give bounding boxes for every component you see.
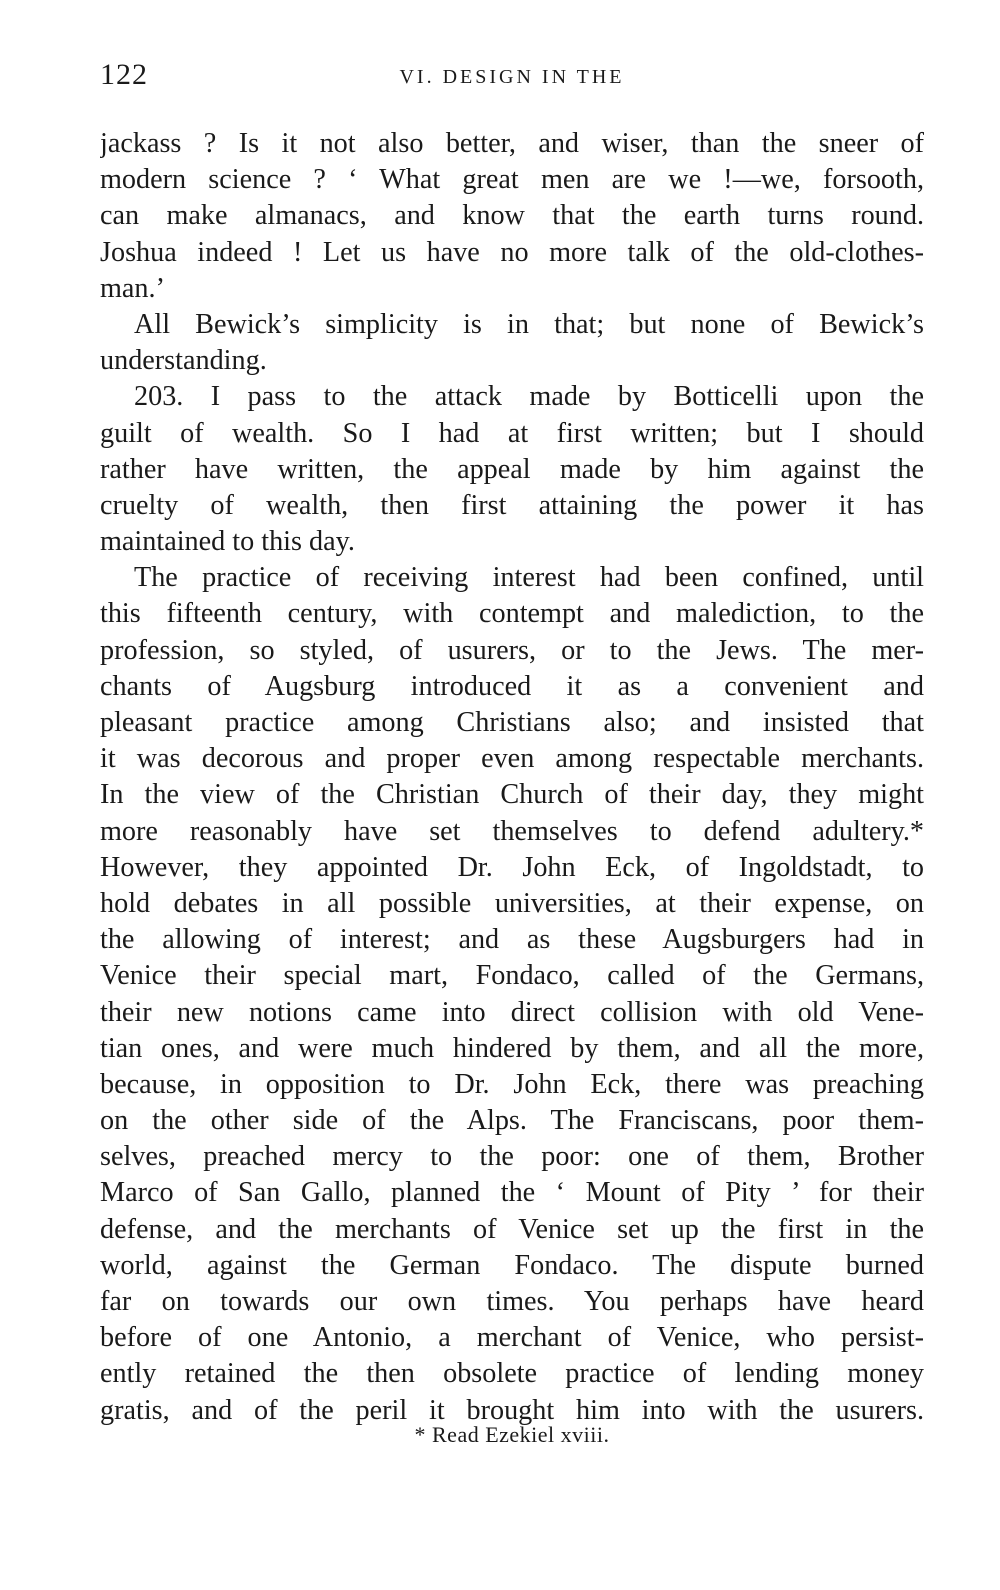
text-line: Joshua indeed ! Let us have no more talk of the old-clothes- — [100, 236, 924, 268]
text-line: However, they appointed Dr. John Eck, of Ingoldstadt, to — [100, 851, 924, 883]
text-line: The practice of receiving interest had been confined, until — [134, 562, 924, 594]
running-title: VI. DESIGN IN THE — [399, 66, 625, 88]
text-line: In the view of the Christian Church of their day, they might — [100, 779, 924, 811]
text-line: Marco of San Gallo, planned the ‘ Mount of Pity ’ for their — [100, 1177, 924, 1209]
text-line: All Bewick’s simplicity is in that; but none of Bewick’s — [134, 308, 924, 340]
text-line: more reasonably have set themselves to defend adultery.* — [100, 815, 924, 847]
text-line: far on towards our own times. You perhaps have heard — [100, 1286, 924, 1317]
text-line: hold debates in all possible universities, at their expense, on — [100, 887, 924, 919]
text-line: defense, and the merchants of Venice set up the first in the — [100, 1213, 924, 1245]
text-line: pleasant practice among Christians also; and insisted that — [100, 707, 924, 738]
text-line: their new notions came into direct collision with old Vene- — [100, 996, 924, 1028]
text-line: jackass ? Is it not also better, and wiser, than the sneer of — [100, 128, 924, 159]
text-line: world, against the German Fondaco. The dispute burned — [100, 1249, 924, 1281]
text-line: the allowing of interest; and as these Augsburgers had in — [100, 924, 924, 956]
text-line: 203. I pass to the attack made by Botticelli upon the — [134, 381, 924, 413]
text-line: cruelty of wealth, then first attaining the power it has — [100, 489, 924, 521]
text-line: understanding. — [100, 345, 267, 377]
text-line: Venice their special mart, Fondaco, called of the Germans, — [100, 960, 924, 992]
text-line: this fifteenth century, with contempt and malediction, to the — [100, 598, 924, 630]
text-line: rather have written, the appeal made by him against the — [100, 453, 924, 485]
text-line: modern science ? ‘ What great men are we !—we, forsooth, — [100, 164, 924, 196]
text-line: guilt of wealth. So I had at first written; but I should — [100, 417, 924, 449]
text-line: chants of Augsburg introduced it as a convenient and — [100, 670, 924, 702]
text-line: selves, preached mercy to the poor: one of them, Brother — [100, 1141, 924, 1173]
text-line: on the other side of the Alps. The Franciscans, poor them- — [100, 1105, 924, 1137]
body-text — [100, 126, 924, 1429]
text-line: because, in opposition to Dr. John Eck, there was preaching — [100, 1068, 924, 1100]
text-line: before of one Antonio, a merchant of Venice, who persist- — [100, 1322, 924, 1354]
text-line: gratis, and of the peril it brought him into with the usurers. — [100, 1394, 924, 1426]
footnote: * Read Ezekiel xviii. — [414, 1422, 610, 1447]
page-header — [100, 58, 924, 98]
text-line: profession, so styled, of usurers, or to the Jews. The mer- — [100, 634, 924, 666]
text-line: ently retained the then obsolete practice of lending money — [100, 1358, 924, 1390]
page-number: 122 — [100, 58, 148, 91]
text-line: man.’ — [100, 272, 165, 304]
text-line: can make almanacs, and know that the earth turns round. — [100, 200, 924, 232]
text-line: it was decorous and proper even among respectable merchants. — [100, 743, 924, 775]
text-line: maintained to this day. — [100, 526, 355, 558]
text-line: tian ones, and were much hindered by them, and all the more, — [100, 1032, 924, 1064]
